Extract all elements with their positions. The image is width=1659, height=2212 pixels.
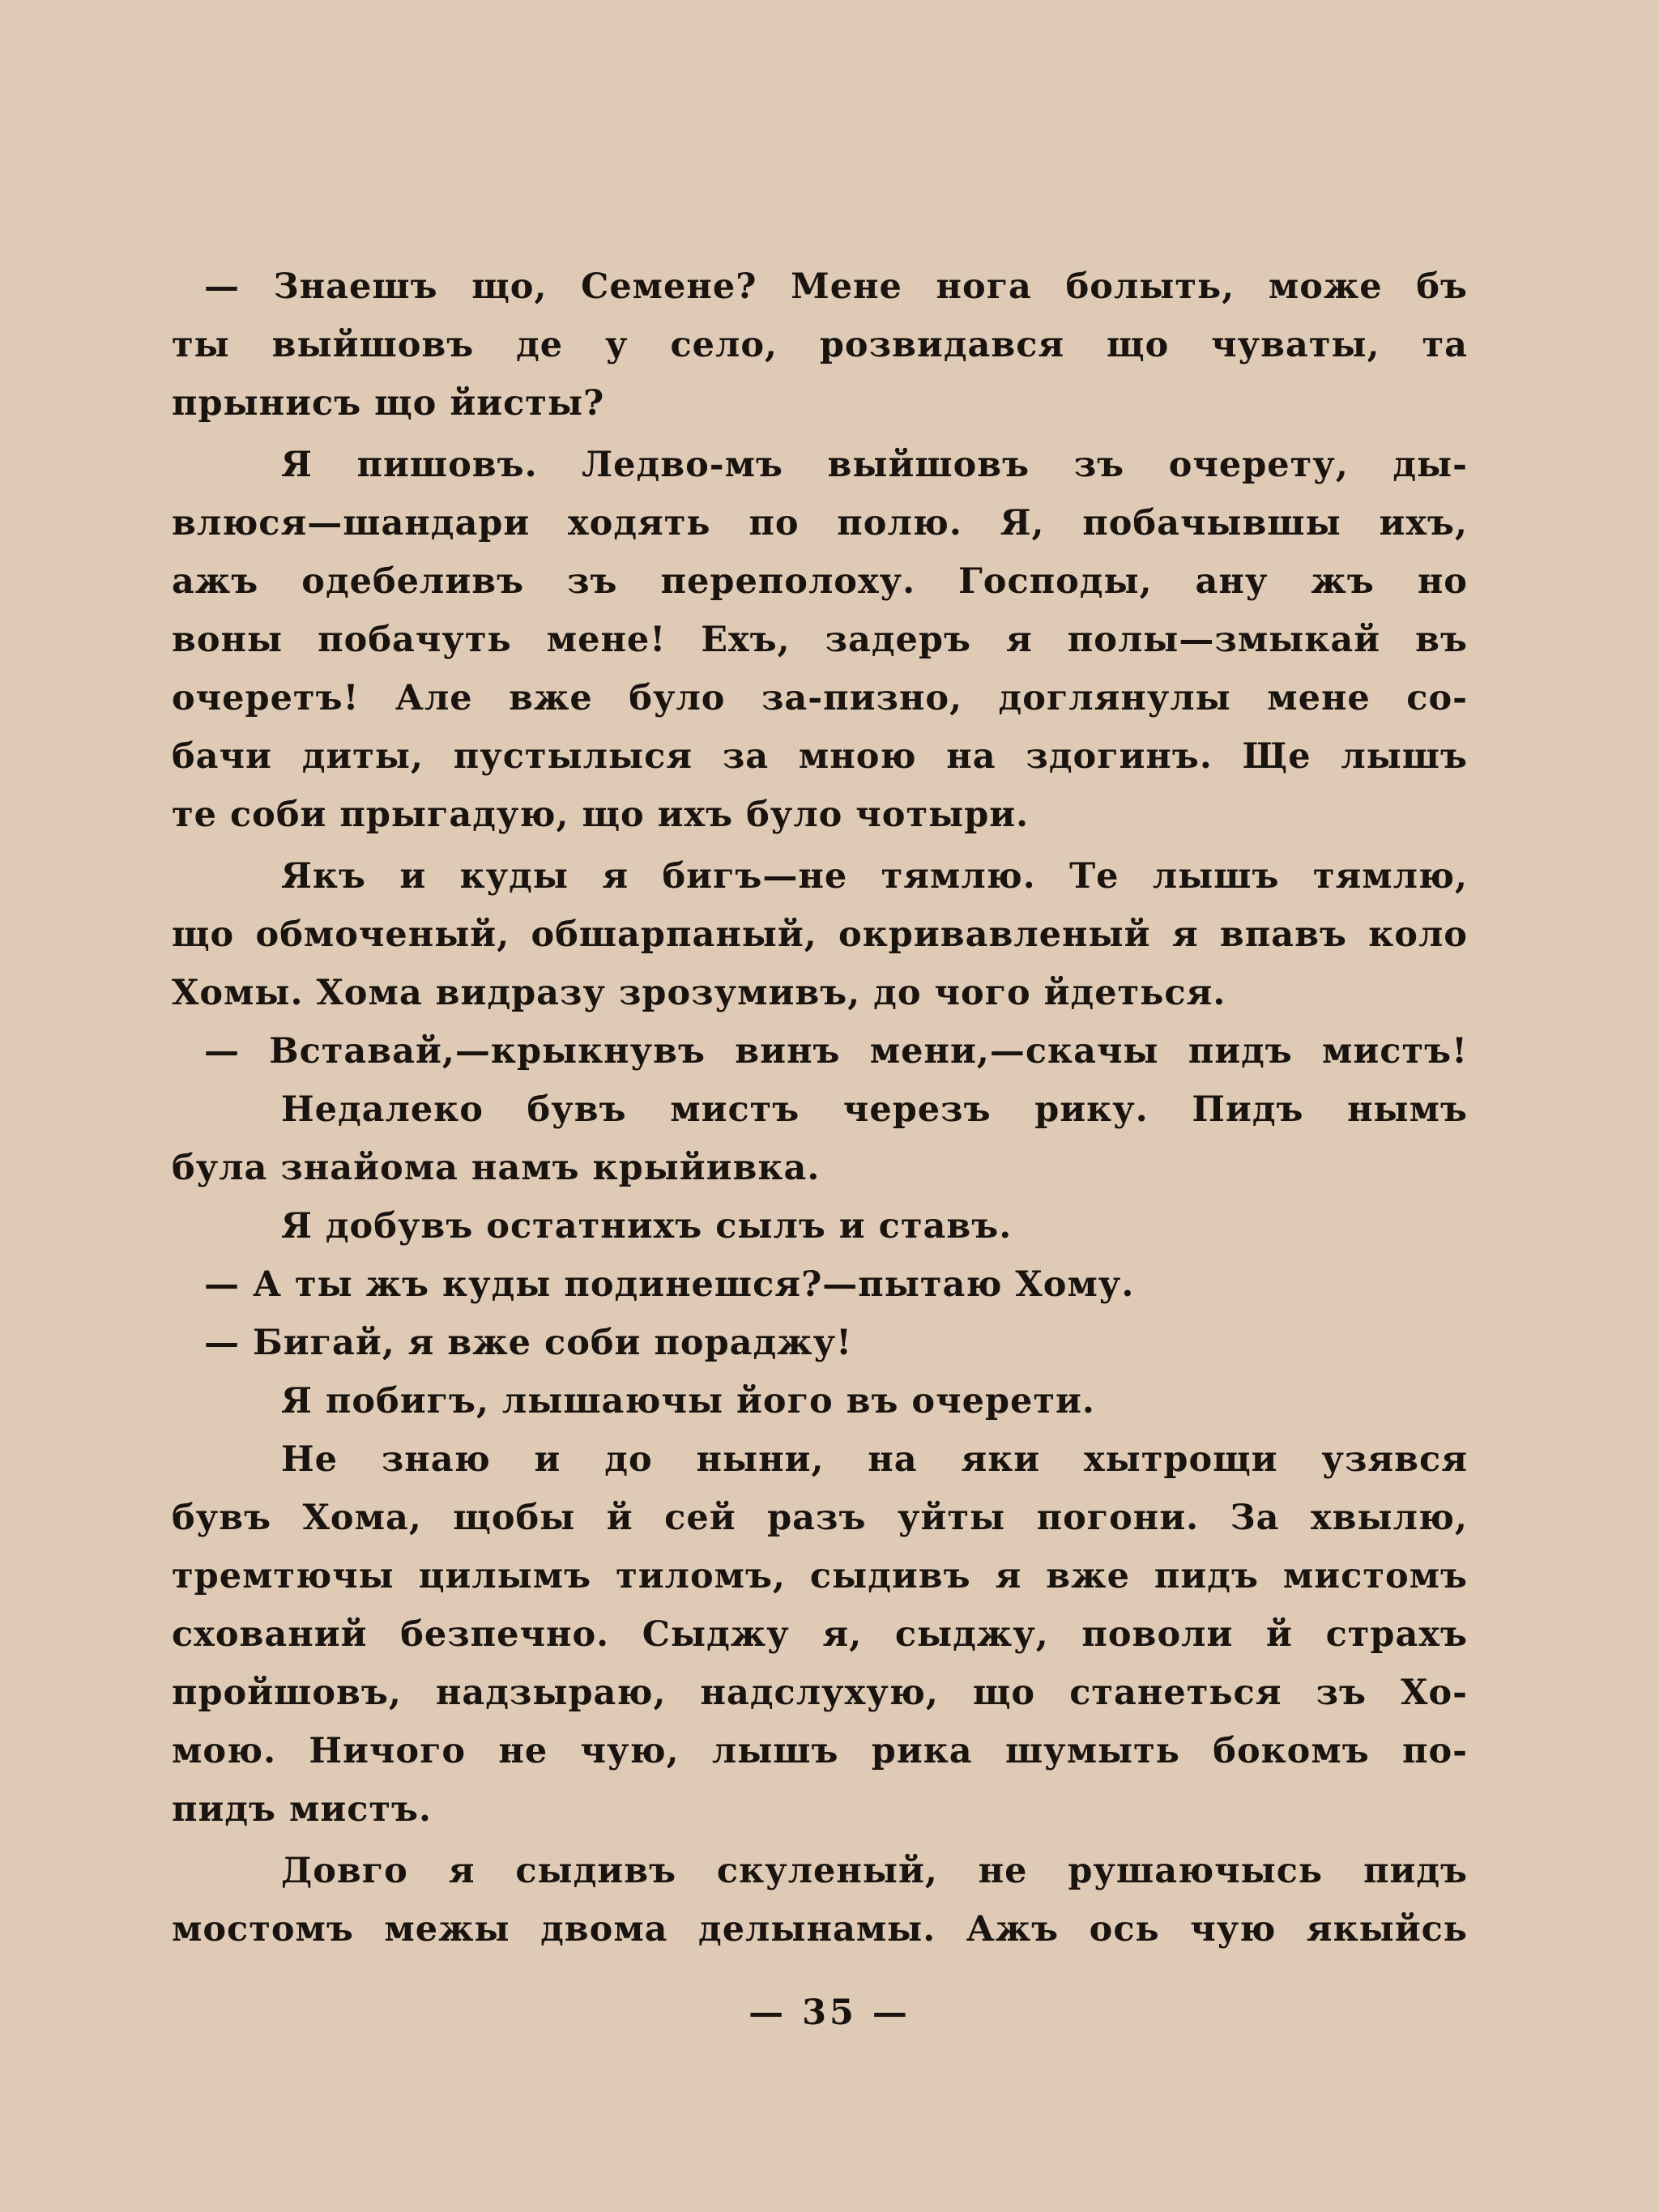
text-line: бувъ Хома, щобы й сей разъ уйты погони. За хвылю,	[172, 1498, 1468, 1538]
body-text	[172, 258, 1468, 1958]
text-line: те соби прыгадую, що ихъ було чотыри.	[172, 795, 1030, 835]
text-line: пидъ мистъ.	[172, 1789, 433, 1830]
text-line: Хомы. Хома видразу зрозумивъ, до чого йдеться.	[172, 973, 1226, 1013]
text-line: ажъ одебеливъ зъ переполоху. Господы, ану жъ но	[172, 561, 1468, 602]
text-line: Не знаю и до ныни, на яки хытрощи узявся	[281, 1439, 1468, 1480]
text-line: — Вставай,—крыкнувъ винъ мени,—скачы пидъ мистъ!	[204, 1031, 1468, 1072]
text-line: влюся—шандари ходять по полю. Я, побачывшы ихъ,	[172, 503, 1468, 543]
text-line: пройшовъ, надзыраю, надслухую, що станеться зъ Хо-	[172, 1673, 1468, 1713]
text-line: що обмоченый, обшарпаный, окривавленый я впавъ коло	[172, 914, 1468, 955]
text-line: — Знаешъ що, Семене? Мене нога болыть, може бъ	[204, 266, 1468, 307]
text-line: ты выйшовъ де у село, розвидався що чуваты, та	[172, 325, 1468, 365]
text-line: бачи диты, пустылыся за мною на здогинъ. Ще лышъ	[172, 736, 1468, 777]
text-line: — Бигай, я вже соби пораджу!	[204, 1323, 852, 1363]
page-number: — 35 —	[748, 1993, 911, 2033]
text-line: Якъ и куды я бигъ—не тямлю. Те лышъ тямлю,	[281, 856, 1468, 897]
text-line: Я побигъ, лышаючы його въ очерети.	[281, 1381, 1095, 1421]
text-line: Довго я сыдивъ скуленый, не рушаючысь пидъ	[281, 1851, 1468, 1891]
text-line: Я пишовъ. Ледво-мъ выйшовъ зъ очерету, ды-	[281, 445, 1468, 485]
text-line: — А ты жъ куды подинешся?—пытаю Хому.	[204, 1264, 1135, 1305]
text-line: схований безпечно. Сыджу я, сыджу, поволи й страхъ	[172, 1614, 1468, 1655]
text-line: Я добувъ остатнихъ сылъ и ставъ.	[281, 1206, 1013, 1247]
text-line: Недалеко бувъ мистъ черезъ рику. Пидъ нымъ	[281, 1089, 1468, 1130]
text-line: мою. Ничого не чую, лышъ рика шумыть бокомъ по-	[172, 1731, 1468, 1771]
text-line: була знайома намъ крыйивка.	[172, 1148, 821, 1188]
text-line: воны побачуть мене! Ехъ, задеръ я полы—змыкай въ	[172, 620, 1468, 660]
text-line: прынисъ що йисты?	[172, 383, 605, 424]
text-line: очеретъ! Але вже було за-пизно, доглянулы мене со-	[172, 678, 1468, 718]
text-line: тремтючы цилымъ тиломъ, сыдивъ я вже пидъ мистомъ	[172, 1556, 1468, 1596]
text-line: мостомъ межы двома делынамы. Ажъ ось чую якыйсь	[172, 1909, 1468, 1950]
